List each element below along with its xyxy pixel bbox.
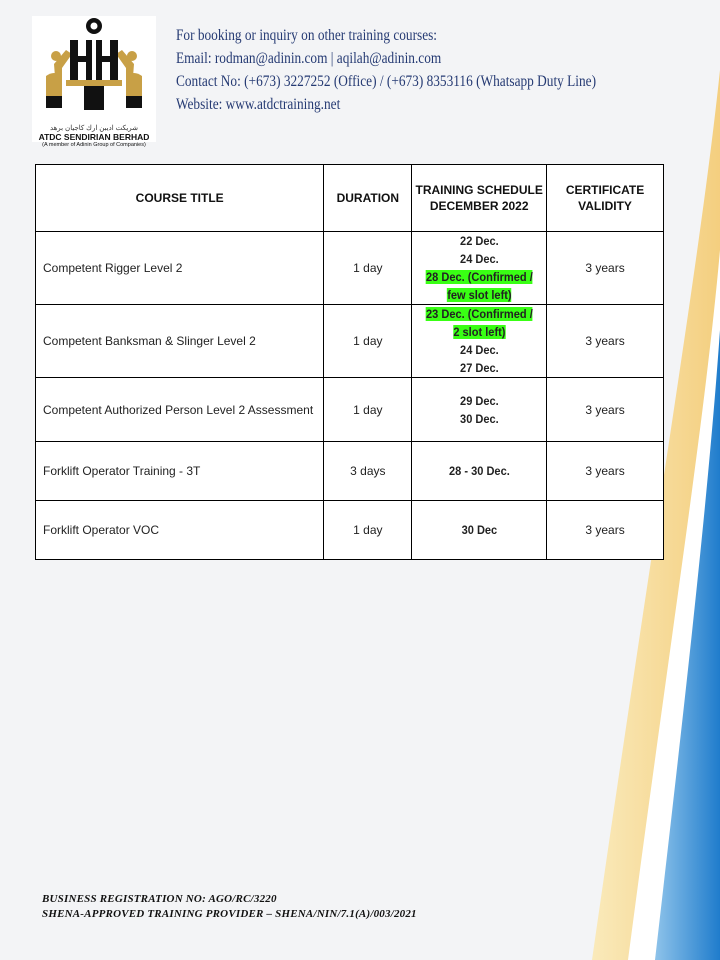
schedule-date: 24 Dec.	[459, 252, 499, 266]
schedule-date-highlighted: few slot left)	[446, 288, 512, 302]
schedule-date: 24 Dec.	[459, 343, 499, 357]
schedule-date: 22 Dec.	[459, 234, 499, 248]
header-validity-line2: VALIDITY	[578, 199, 632, 213]
footer	[42, 892, 417, 922]
course-duration: 3 days	[324, 442, 412, 501]
schedule-date: 30 Dec.	[459, 411, 499, 426]
header-training-schedule	[412, 165, 547, 232]
schedule-date-highlighted: 2 slot left)	[453, 325, 506, 339]
header-course-title: COURSE TITLE	[36, 165, 324, 232]
certificate-validity: 3 years	[547, 305, 664, 378]
header-schedule-line2: DECEMBER 2022	[429, 199, 529, 213]
contact-block	[176, 24, 596, 116]
contact-intro: For booking or inquiry on other training courses:	[176, 27, 438, 44]
schedule-date: 27 Dec.	[459, 361, 499, 375]
header-validity-line1: CERTIFICATE	[565, 183, 645, 197]
contact-phone: Contact No: (+673) 3227252 (Office) / (+673) 8353116 (Whatsapp Duty Line)	[176, 73, 597, 90]
certificate-validity: 3 years	[547, 501, 664, 560]
table-row	[36, 501, 664, 560]
shena-approval: SHENA-APPROVED TRAINING PROVIDER – SHENA/NIN/7.1(A)/003/2021	[42, 908, 417, 920]
schedule-date: 29 Dec.	[459, 393, 499, 408]
business-registration: BUSINESS REGISTRATION NO: AGO/RC/3220	[42, 893, 277, 905]
course-title: Competent Banksman & Slinger Level 2	[36, 305, 324, 378]
course-duration: 1 day	[324, 305, 412, 378]
course-duration: 1 day	[324, 232, 412, 305]
schedule-date-highlighted: 23 Dec. (Confirmed /	[425, 307, 533, 321]
course-title: Forklift Operator Training - 3T	[36, 442, 324, 501]
course-schedule	[417, 305, 541, 378]
course-schedule	[417, 232, 541, 305]
contact-email: Email: rodman@adinin.com | aqilah@adinin.com	[176, 50, 442, 67]
course-schedule	[417, 378, 541, 442]
course-duration: 1 day	[324, 501, 412, 560]
certificate-validity: 3 years	[547, 232, 664, 305]
course-schedule	[417, 442, 541, 501]
table-row	[36, 232, 664, 305]
schedule-date: 28 - 30 Dec.	[448, 464, 510, 478]
course-title: Competent Rigger Level 2	[36, 232, 324, 305]
course-duration: 1 day	[324, 378, 412, 442]
table-header-row	[36, 165, 664, 232]
table-row	[36, 442, 664, 501]
logo-arabic-text: شريكت اديبن ارك كاجيان برهد	[49, 125, 139, 132]
header-certificate-validity	[547, 165, 664, 232]
schedule-date: 30 Dec	[461, 523, 497, 537]
schedule-date-highlighted: 28 Dec. (Confirmed /	[425, 270, 533, 284]
contact-website: Website: www.atdctraining.net	[176, 96, 341, 113]
table-row	[36, 305, 664, 378]
logo-tagline: (A member of Adinin Group of Companies)	[42, 142, 146, 148]
header-duration: DURATION	[324, 165, 412, 232]
logo-company-name: ATDC SENDIRIAN BERHAD	[38, 132, 150, 142]
training-schedule-table	[35, 164, 664, 560]
course-schedule	[417, 501, 541, 560]
table-row	[36, 378, 664, 442]
certificate-validity: 3 years	[547, 442, 664, 501]
logo-caption	[26, 124, 162, 148]
header-schedule-line1: TRAINING SCHEDULE	[415, 183, 543, 197]
course-title: Forklift Operator VOC	[36, 501, 324, 560]
course-title: Competent Authorized Person Level 2 Assessment	[36, 378, 324, 442]
certificate-validity: 3 years	[547, 378, 664, 442]
